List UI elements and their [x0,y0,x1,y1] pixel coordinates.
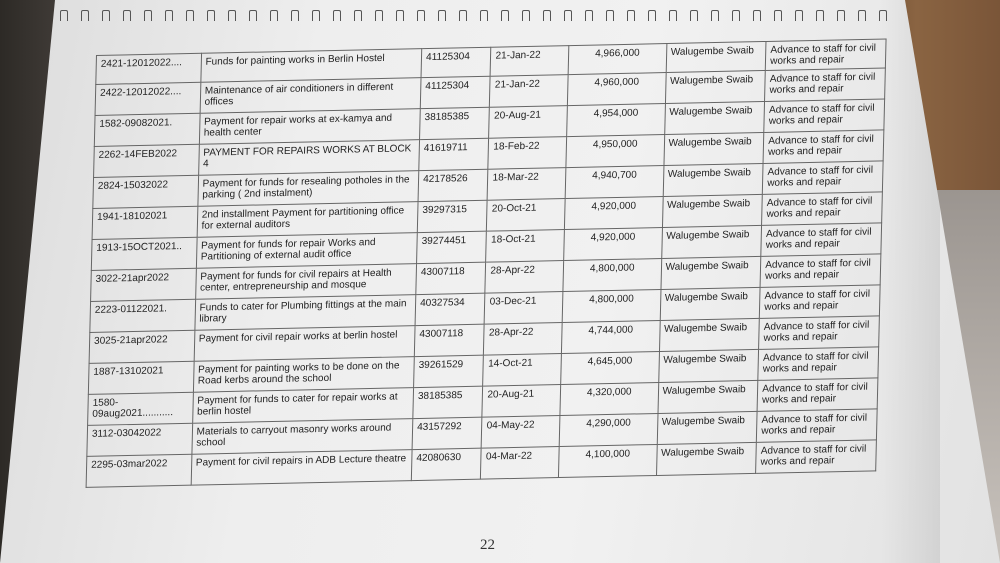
date-cell: 28-Apr-22 [484,323,562,356]
purpose-cell: Advance to staff for civil works and repair [761,223,882,257]
amount-cell: 4,960,000 [567,73,665,106]
description-cell: Payment for civil repair works at berlin hostel [194,326,415,362]
description-cell: PAYMENT FOR REPAIRS WORKS AT BLOCK 4 [198,140,419,176]
purpose-cell: Advance to staff for civil works and repair [762,192,883,226]
ref-cell: 1941-18102021 [92,206,197,239]
description-cell: 2nd installment Payment for partitioning office for external auditors [197,202,418,238]
ref-cell: 2223-01122021. [90,299,195,332]
purpose-cell: Advance to staff for civil works and repair [757,409,878,443]
description-cell: Payment for funds for resealing potholes in the parking ( 2nd instalment) [198,171,419,207]
amount-cell: 4,954,000 [567,104,665,137]
description-cell: Payment for funds for repair Works and Partitioning of external audit office [196,233,417,269]
name-cell: Walugembe Swaib [663,163,763,196]
date-cell: 04-May-22 [482,416,560,449]
date-cell: 18-Feb-22 [488,137,566,170]
description-cell: Funds for painting works in Berlin Hostel [201,49,422,83]
amount-cell: 4,320,000 [560,382,658,415]
description-cell: Maintenance of air conditioners in different offices [200,78,421,114]
name-cell: Walugembe Swaib [658,380,758,413]
description-cell: Funds to cater for Plumbing fittings at the main library [195,295,416,331]
amount-cell: 4,645,000 [561,351,659,384]
description-cell: Payment for repair works at ex-kamya and health center [199,109,420,145]
amount-cell: 4,290,000 [559,413,657,446]
code-cell: 38185385 [413,386,483,418]
purpose-cell: Advance to staff for civil works and repair [756,440,877,474]
purpose-cell: Advance to staff for civil works and repair [762,161,883,195]
name-cell: Walugembe Swaib [660,287,760,320]
name-cell: Walugembe Swaib [664,132,764,165]
date-cell: 21-Jan-22 [490,75,568,108]
description-cell: Payment for painting works to be done on the Road kerbs around the school [193,357,414,393]
code-cell: 41619711 [419,138,489,170]
payments-table [86,38,887,487]
amount-cell: 4,920,000 [564,197,662,230]
date-cell: 14-Oct-21 [483,354,561,387]
purpose-cell: Advance to staff for civil works and repair [765,68,886,102]
name-cell: Walugembe Swaib [666,41,766,72]
date-cell: 03-Dec-21 [485,292,563,325]
code-cell: 42080630 [411,448,481,480]
amount-cell: 4,800,000 [562,290,660,323]
name-cell: Walugembe Swaib [665,70,765,103]
purpose-cell: Advance to staff for civil works and repair [758,347,879,381]
description-cell: Payment for funds for civil repairs at Health center, entrepreneurship and mosque [195,264,416,300]
amount-cell: 4,800,000 [563,259,661,292]
ref-cell: 3112-03042022 [87,423,192,456]
name-cell: Walugembe Swaib [661,256,761,289]
ref-cell: 1913-15OCT2021.. [91,237,196,270]
date-cell: 21-Jan-22 [491,46,569,77]
amount-cell: 4,920,000 [564,228,662,261]
name-cell: Walugembe Swaib [656,442,756,475]
date-cell: 20-Oct-21 [487,199,565,232]
name-cell: Walugembe Swaib [664,101,764,134]
date-cell: 18-Oct-21 [486,230,564,263]
name-cell: Walugembe Swaib [658,349,758,382]
date-cell: 28-Apr-22 [485,261,563,294]
description-cell: Payment for funds to cater for repair works at berlin hostel [192,388,413,424]
amount-cell: 4,966,000 [568,44,666,75]
purpose-cell: Advance to staff for civil works and repair [760,285,881,319]
code-cell: 39297315 [417,200,487,232]
purpose-cell: Advance to staff for civil works and repair [760,254,881,288]
name-cell: Walugembe Swaib [657,411,757,444]
code-cell: 39261529 [414,355,484,387]
name-cell: Walugembe Swaib [659,318,759,351]
ref-cell: 3022-21apr2022 [91,268,196,301]
ref-cell: 1580-09aug2021........... [88,392,193,425]
code-cell: 38185385 [420,107,490,139]
purpose-cell: Advance to staff for civil works and repair [763,130,884,164]
name-cell: Walugembe Swaib [661,225,761,258]
amount-cell: 4,744,000 [561,321,659,354]
code-cell: 43157292 [412,417,482,449]
date-cell: 20-Aug-21 [489,106,567,139]
code-cell: 39274451 [417,231,487,263]
name-cell: Walugembe Swaib [662,194,762,227]
purpose-cell: Advance to staff for civil works and repair [765,39,886,71]
amount-cell: 4,950,000 [566,135,664,168]
date-cell: 18-Mar-22 [488,168,566,201]
ref-cell: 2421-12012022.... [96,53,201,84]
ref-cell: 1887-13102021 [88,361,193,394]
purpose-cell: Advance to staff for civil works and repair [764,99,885,133]
ref-cell: 2295-03mar2022 [86,454,191,487]
purpose-cell: Advance to staff for civil works and repair [757,378,878,412]
page-number: 22 [480,537,495,553]
code-cell: 40327534 [415,293,485,325]
code-cell: 41125304 [421,47,491,77]
date-cell: 04-Mar-22 [481,447,559,480]
ref-cell: 2262-14FEB2022 [94,144,199,177]
code-cell: 43007118 [416,262,486,294]
code-cell: 41125304 [420,76,490,108]
amount-cell: 4,100,000 [558,444,656,477]
date-cell: 20-Aug-21 [482,385,560,418]
ref-cell: 3025-21apr2022 [89,330,194,363]
description-cell: Materials to carryout masonry works around school [192,419,413,455]
ref-cell: 1582-09082021. [94,113,199,146]
ref-cell: 2422-12012022.... [95,82,200,115]
code-cell: 42178526 [418,169,488,201]
purpose-cell: Advance to staff for civil works and repair [759,316,880,350]
code-cell: 43007118 [414,324,484,356]
description-cell: Payment for civil repairs in ADB Lecture theatre [191,450,412,486]
ref-cell: 2824-15032022 [93,175,198,208]
amount-cell: 4,940,700 [565,166,663,199]
